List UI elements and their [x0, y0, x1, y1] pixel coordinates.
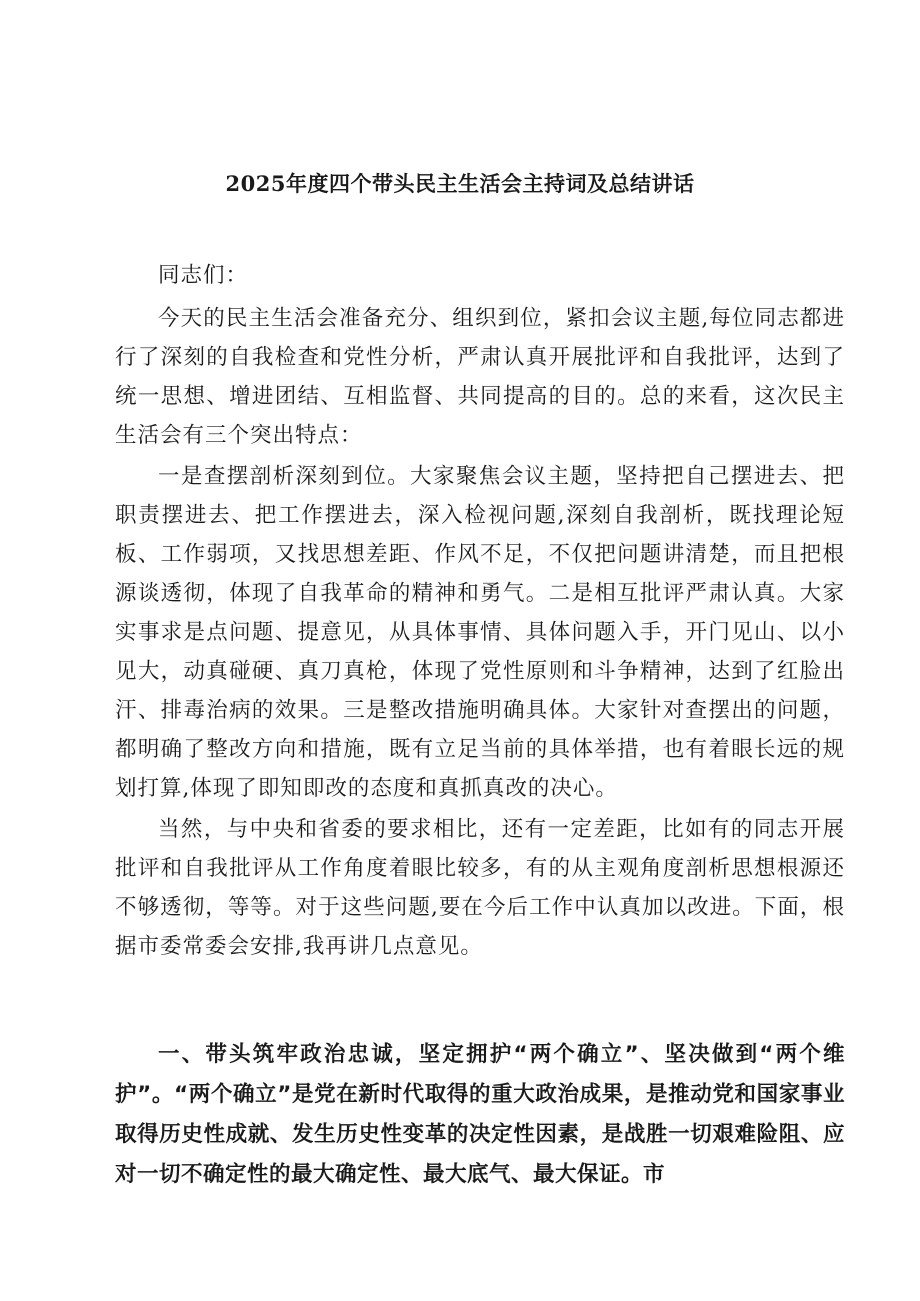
document-body [115, 256, 845, 968]
section-paragraph [115, 1035, 845, 1195]
section-one [115, 1035, 845, 1195]
paragraph-features: 一是查摆剖析深刻到位。大家聚焦会议主题，坚持把自己摆进去、把职责摆进去、把工作摆进去，深入检视问题,深刻自我剖析，既找理论短板、工作弱项，又找思想差距、作风不足，不仅把问题讲清楚，而且把根源谈透彻，体现了自我革命的精神和勇气。二是相互批评严肃认真。大家实事求是点问题、提意见，从具体事情、具体问题入手，开门见山、以小见大，动真碰硬、真刀真枪，体现了党性原则和斗争精神，达到了红脸出汗、排毒治病的效果。三是整改措施明确具体。大家针对查摆出的问题，都明确了整改方向和措施，既有立足当前的具体举措，也有着眼长远的规划打算,体现了即知即改的态度和真抓真改的决心。 [115, 464, 845, 801]
paragraph-shortcomings: 当然，与中央和省委的要求相比，还有一定差距，比如有的同志开展批评和自我批评从工作角度着眼比较多，有的从主观角度剖析思想根源还不够透彻，等等。对于这些问题,要在今后工作中认真加以改进。下面，根据市委常委会安排,我再讲几点意见。 [115, 817, 845, 959]
paragraph-intro: 今天的民主生活会准备充分、组织到位，紧扣会议主题,每位同志都进行了深刻的自我检查和党性分析，严肃认真开展批评和自我批评，达到了统一思想、增进团结、互相监督、共同提高的目的。总的来看，这次民主生活会有三个突出特点： [115, 306, 845, 448]
section-body: “两个确立”是党在新时代取得的重大政治成果，是推动党和国家事业取得历史性成就、发生历史性变革的决定性因素，是战胜一切艰难险阻、应对一切不确定性的最大确定性、最大底气、最大保证。市 [115, 1082, 846, 1187]
greeting: 同志们： [158, 263, 249, 288]
section-heading: 一、带头筑牢政治忠诚，坚定拥护“两个确立”、坚决做到“两个维护”。 [115, 1042, 845, 1107]
document-title: 2025年度四个带头民主生活会主持词及总结讲话 [225, 171, 695, 196]
